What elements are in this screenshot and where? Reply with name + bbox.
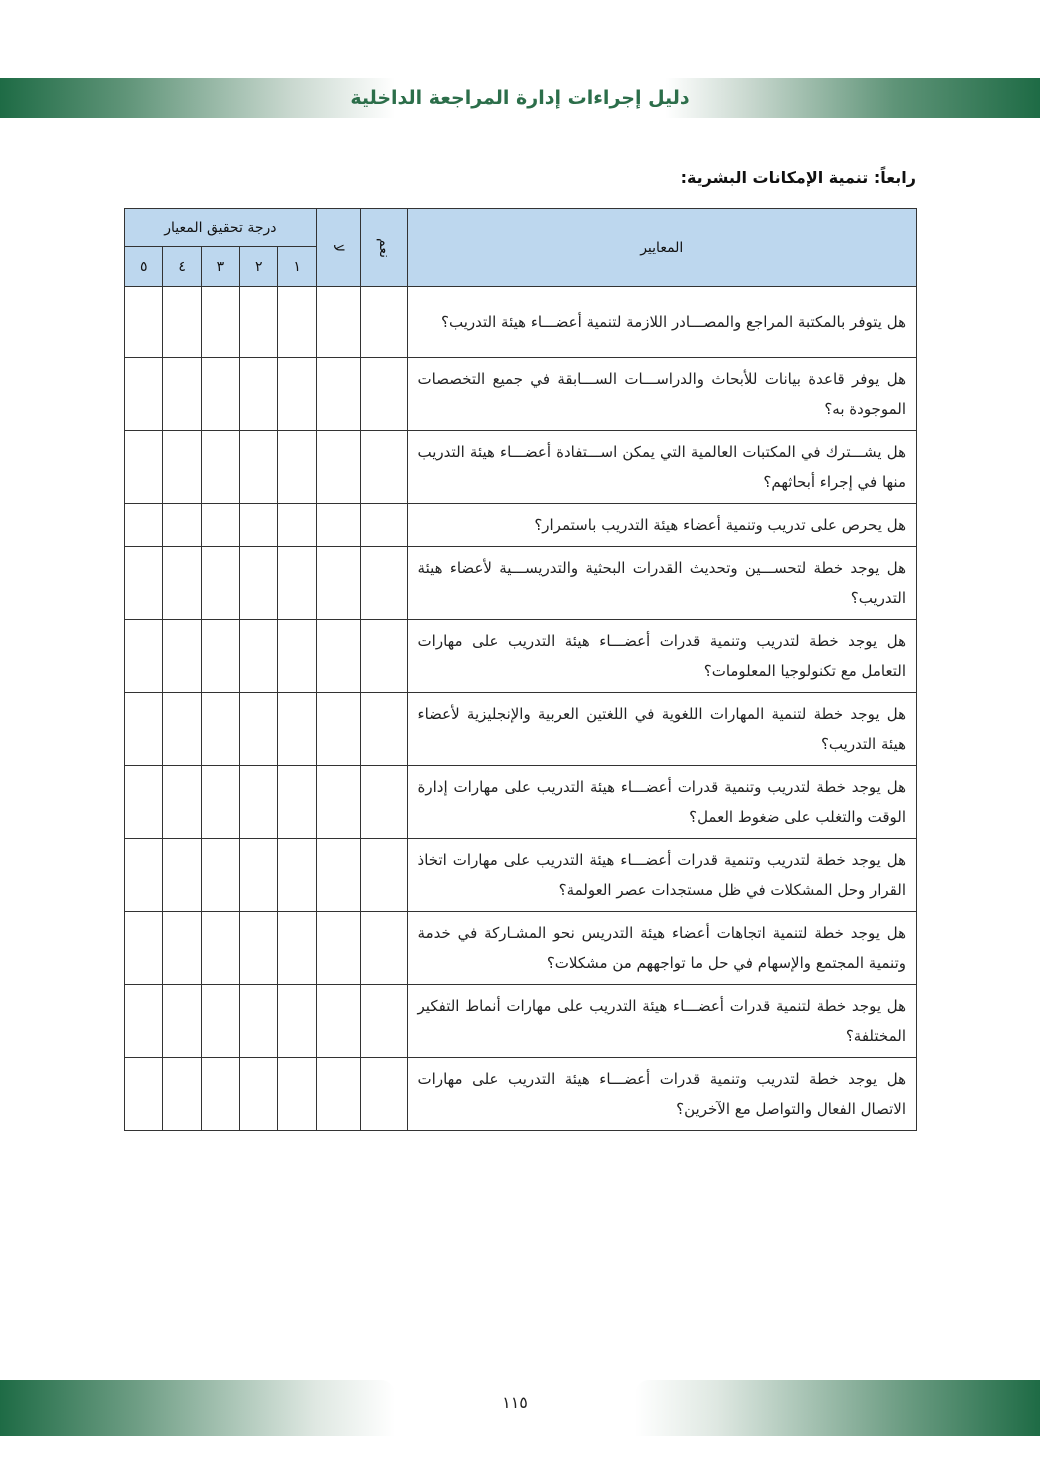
criterion-text: هل يوجد خطة لتدريب وتنمية قدرات أعضـــاء هيئة التدريب على مهارات التعامل مع تكنولوجيا المعلومات؟ bbox=[407, 620, 916, 693]
section-title: رابعاً: تنمية الإمكانات البشرية: bbox=[680, 168, 916, 187]
degree-cell bbox=[240, 912, 278, 985]
table-row bbox=[125, 693, 917, 766]
criterion-text: هل يحرص على تدريب وتنمية أعضاء هيئة التدريب باستمرار؟ bbox=[407, 504, 916, 547]
degree-cell bbox=[163, 693, 201, 766]
criterion-text: هل يوجد خطة لتدريب وتنمية قدرات أعضـــاء هيئة التدريب على مهارات اتخاذ القرار وحل المشكلات في ظل مستجدات عصر العولمة؟ bbox=[407, 839, 916, 912]
criterion-text: هل يوجد خطة لتدريب وتنمية قدرات أعضـــاء هيئة التدريب على مهارات إدارة الوقت والتغلب على ضغوط العمل؟ bbox=[407, 766, 916, 839]
degree-cell bbox=[201, 504, 239, 547]
no-cell bbox=[316, 839, 360, 912]
table-row bbox=[125, 358, 917, 431]
no-cell bbox=[316, 912, 360, 985]
degree-cell bbox=[240, 504, 278, 547]
no-cell bbox=[316, 693, 360, 766]
no-cell bbox=[316, 504, 360, 547]
criterion-text: هل يوجد خطة لتدريب وتنمية قدرات أعضـــاء هيئة التدريب على مهارات الاتصال الفعال والتواصل مع الآخرين؟ bbox=[407, 1058, 916, 1131]
footer-banner-right bbox=[635, 1380, 1040, 1436]
table-row bbox=[125, 431, 917, 504]
degree-cell bbox=[240, 985, 278, 1058]
no-cell bbox=[316, 620, 360, 693]
yes-cell bbox=[361, 431, 407, 504]
degree-cell bbox=[201, 839, 239, 912]
degree-cell bbox=[240, 287, 278, 358]
degree-level-2: ٢ bbox=[240, 247, 278, 287]
yes-header bbox=[361, 209, 407, 287]
criterion-text: هل يوجد خطة لتحســـين وتحديث القدرات البحثية والتدريســـية لأعضاء هيئة التدريب؟ bbox=[407, 547, 916, 620]
degree-cell bbox=[278, 766, 316, 839]
degree-cell bbox=[201, 431, 239, 504]
degree-header: درجة تحقيق المعيار bbox=[125, 209, 317, 247]
degree-cell bbox=[163, 547, 201, 620]
criterion-text: هل يتوفر بالمكتبة المراجع والمصـــادر اللازمة لتنمية أعضـــاء هيئة التدريب؟ bbox=[407, 287, 916, 358]
yes-cell bbox=[361, 358, 407, 431]
degree-cell bbox=[240, 358, 278, 431]
yes-cell bbox=[361, 620, 407, 693]
degree-cell bbox=[163, 839, 201, 912]
degree-cell bbox=[125, 287, 163, 358]
degree-cell bbox=[125, 1058, 163, 1131]
degree-cell bbox=[163, 620, 201, 693]
degree-cell bbox=[201, 766, 239, 839]
degree-cell bbox=[240, 693, 278, 766]
degree-cell bbox=[240, 839, 278, 912]
degree-cell bbox=[278, 504, 316, 547]
degree-cell bbox=[240, 1058, 278, 1131]
page-number: ١١٥ bbox=[502, 1393, 528, 1412]
criterion-text: هل يوجد خطة لتنمية اتجاهات أعضاء هيئة التدريس نحو المشـاركة في خدمة وتنمية المجتمع والإسهام في حل ما تواجههم من مشكلات؟ bbox=[407, 912, 916, 985]
degree-cell bbox=[125, 693, 163, 766]
table-row bbox=[125, 287, 917, 358]
footer-banner-left bbox=[0, 1380, 395, 1436]
table-row bbox=[125, 620, 917, 693]
degree-cell bbox=[163, 431, 201, 504]
degree-cell bbox=[163, 985, 201, 1058]
degree-cell bbox=[240, 431, 278, 504]
criterion-text: هل يوجد خطة لتنمية المهارات اللغوية في اللغتين العربية والإنجليزية لأعضاء هيئة التدريب؟ bbox=[407, 693, 916, 766]
no-cell bbox=[316, 547, 360, 620]
degree-cell bbox=[240, 766, 278, 839]
no-header-label: لا bbox=[330, 243, 347, 252]
no-cell bbox=[316, 287, 360, 358]
criterion-text: هل يوجد خطة لتنمية قدرات أعضـــاء هيئة التدريب على مهارات أنماط التفكير المختلفة؟ bbox=[407, 985, 916, 1058]
no-header bbox=[316, 209, 360, 287]
degree-cell bbox=[201, 693, 239, 766]
no-cell bbox=[316, 431, 360, 504]
degree-cell bbox=[125, 839, 163, 912]
yes-cell bbox=[361, 839, 407, 912]
yes-cell bbox=[361, 693, 407, 766]
table-row bbox=[125, 547, 917, 620]
degree-cell bbox=[278, 547, 316, 620]
degree-level-1: ١ bbox=[278, 247, 316, 287]
degree-cell bbox=[201, 547, 239, 620]
no-cell bbox=[316, 1058, 360, 1131]
degree-cell bbox=[125, 985, 163, 1058]
criteria-header: المعايير bbox=[407, 209, 916, 287]
degree-cell bbox=[278, 358, 316, 431]
document-title: دليل إجراءات إدارة المراجعة الداخلية bbox=[350, 87, 690, 109]
table-row bbox=[125, 839, 917, 912]
yes-cell bbox=[361, 985, 407, 1058]
degree-cell bbox=[163, 504, 201, 547]
degree-level-5: ٥ bbox=[125, 247, 163, 287]
degree-cell bbox=[163, 358, 201, 431]
table-row bbox=[125, 1058, 917, 1131]
degree-cell bbox=[125, 547, 163, 620]
degree-cell bbox=[278, 693, 316, 766]
degree-cell bbox=[125, 504, 163, 547]
criterion-text: هل يشـــترك في المكتبات العالمية التي يمكن اســـتفادة أعضـــاء هيئة التدريب منها في إجراء أبحاثهم؟ bbox=[407, 431, 916, 504]
degree-cell bbox=[125, 431, 163, 504]
degree-cell bbox=[163, 287, 201, 358]
degree-cell bbox=[125, 766, 163, 839]
degree-cell bbox=[201, 1058, 239, 1131]
degree-cell bbox=[125, 620, 163, 693]
degree-cell bbox=[278, 839, 316, 912]
criterion-text: هل يوفر قاعدة بيانات للأبحاث والدراســـات الســـابقة في جميع التخصصات الموجودة به؟ bbox=[407, 358, 916, 431]
no-cell bbox=[316, 766, 360, 839]
criteria-table bbox=[124, 208, 917, 1131]
degree-cell bbox=[278, 287, 316, 358]
table-row bbox=[125, 912, 917, 985]
table-row bbox=[125, 985, 917, 1058]
yes-cell bbox=[361, 912, 407, 985]
degree-cell bbox=[278, 431, 316, 504]
table-row bbox=[125, 504, 917, 547]
degree-level-3: ٣ bbox=[201, 247, 239, 287]
yes-cell bbox=[361, 504, 407, 547]
yes-header-label: نعم bbox=[375, 237, 392, 258]
degree-level-4: ٤ bbox=[163, 247, 201, 287]
no-cell bbox=[316, 358, 360, 431]
yes-cell bbox=[361, 766, 407, 839]
degree-cell bbox=[201, 358, 239, 431]
degree-cell bbox=[163, 766, 201, 839]
degree-cell bbox=[201, 620, 239, 693]
degree-cell bbox=[240, 547, 278, 620]
yes-cell bbox=[361, 547, 407, 620]
degree-cell bbox=[125, 358, 163, 431]
degree-cell bbox=[163, 912, 201, 985]
degree-cell bbox=[201, 985, 239, 1058]
degree-cell bbox=[163, 1058, 201, 1131]
degree-cell bbox=[201, 912, 239, 985]
degree-cell bbox=[278, 1058, 316, 1131]
yes-cell bbox=[361, 1058, 407, 1131]
degree-cell bbox=[278, 912, 316, 985]
table-row bbox=[125, 766, 917, 839]
degree-cell bbox=[240, 620, 278, 693]
degree-cell bbox=[201, 287, 239, 358]
yes-cell bbox=[361, 287, 407, 358]
no-cell bbox=[316, 985, 360, 1058]
degree-cell bbox=[278, 620, 316, 693]
degree-cell bbox=[125, 912, 163, 985]
degree-cell bbox=[278, 985, 316, 1058]
